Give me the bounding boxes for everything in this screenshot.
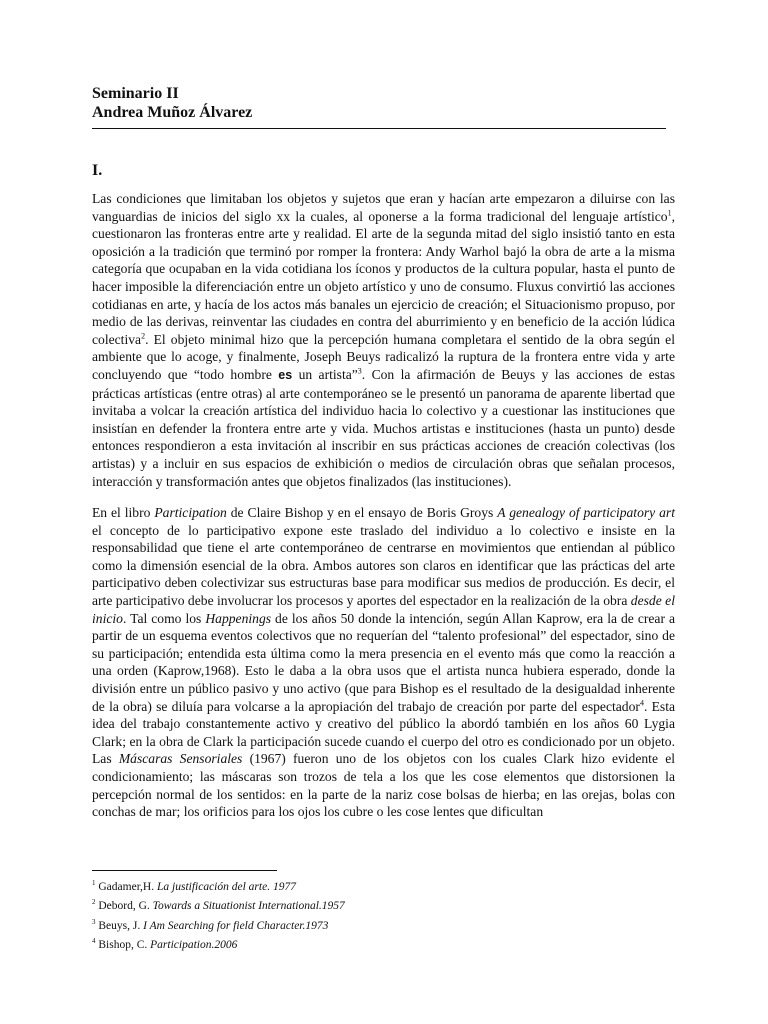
p2-text: . Tal como los (122, 610, 206, 626)
book-title: Participation (154, 505, 227, 521)
footnote-title: I Am Searching for field Character.1973 (143, 919, 329, 932)
p2-text: de Claire Bishop y en el ensayo de Boris Groys (226, 505, 498, 521)
footnote-text: Beuys, J. (95, 919, 144, 932)
emphasis-italic: desde el inicio (92, 593, 675, 626)
footnote-1 (92, 876, 652, 895)
footnote-ref-4: 4 (639, 698, 644, 708)
footnote-3 (92, 915, 652, 934)
p1-text: . El objeto minimal hizo que la percepción humana completara el sentido de la obra según el ambiente que lo acoge, y finalmente, Joseph Beuys radicalizó la ruptura de la frontera entre vida y arte concluyendo que “todo hombre (92, 331, 675, 382)
p1-text: . Con la afirmación de Beuys y las acciones de estas prácticas artísticas (entre otras) al arte contemporáneo se le presentó un panorama de aparente libertad que invitaba a volcar la creación artística del individuo hacia lo colectivo y a cuestionar las instituciones que insistían en defender la frontera entre arte y vida. Muchos artistas e instituciones (hasta un punto) desde entonces respondieron a esta invitación al inscribir en sus prácticas acciones de creación colectivas (los artistas) y a incluir en sus espacios de exhibición o medios de circulación obras que señalan procesos, interacción y transformación antes que objetos finalizados (las instituciones). (92, 366, 676, 489)
emphasis-italic: Máscaras Sensoriales (118, 751, 243, 767)
footnote-divider (92, 870, 277, 871)
footnote-number: 2 (92, 898, 96, 907)
footnote-number: 1 (92, 879, 96, 887)
p2-text: de los años 50 donde la intención, según Allan Kaprow, era la de crear a partir de un esquema eventos colectivos que no requerían del “talento profesional” del espectador, sino de su participación; entendida esta última como la mera presencia en el evento más que como la reacción a una orden (Kaprow,1968). Esto le daba a la obra usos que el artista nunca hubiera esperado, donde la división entre un público pasivo y uno activo (que para Bishop es el resultado de la desigualdad inherente de la obra) se diluía para volcarse a la apropiación del trabajo de creación por parte del espectador (92, 610, 676, 714)
footnote-4 (92, 934, 652, 953)
course-title: Seminario II (92, 85, 179, 102)
footnote-ref-2: 2 (141, 331, 146, 341)
footnote-ref-3: 3 (357, 366, 362, 376)
essay-title: A genealogy of participatory art (497, 505, 675, 521)
emphasis-bold: es (278, 367, 293, 382)
p2-text: . Esta idea del trabajo constantemente activo y creativo del público la abordó también en los años 60 Lygia Clark; en la obra de Clark la participación sucede cuando el cuerpo del otro es condicionado por un objeto. Las (92, 698, 675, 767)
emphasis-italic: Happenings (205, 610, 272, 626)
p2-text: En el libro (92, 505, 155, 521)
body-text (92, 190, 675, 835)
footnote-text: Gadamer,H. (95, 880, 157, 893)
footnote-title: Towards a Situationist International.1957 (152, 900, 345, 913)
paragraph-1 (92, 190, 675, 490)
paragraph-2 (92, 504, 675, 821)
footnotes (92, 876, 652, 954)
p2-text: (1967) fueron uno de los objetos con los cuales Clark hizo evidente el condicionamiento; las máscaras son trozos de tela a los que les cose elementos que distorsionen la percepción normal de los sentidos: en la parte de la nariz cose bolsas de hierba; en las orejas, bolas con conchas de mar; los orificios para los ojos los cubre o les cose lentes que dificultan (92, 751, 676, 820)
footnote-number: 4 (92, 937, 96, 946)
footnote-ref-1: 1 (667, 208, 672, 218)
footnote-title: La justificación del arte. 1977 (157, 880, 296, 893)
p1-text: , cuestionaron las fronteras entre arte y realidad. El arte de la segunda mitad del siglo insistió tanto en esta oposición a la tradición que terminó por romper la frontera: Andy Warhol bajó la obra de arte a la misma categoría que ocupaban en la vida cotidiana los íconos y productos de la cultura popular, hasta el punto de hacer imposible la diferenciación entre un objeto artístico y uno de consumo. Fluxus convirtió las acciones cotidianas en arte, y hacía de los actos más banales un ejercicio de creación; el Situacionismo propuso, por medio de las derivas, reinventar las ciudades en contra del aburrimiento y en beneficio de la acción lúdica colectiva (92, 208, 675, 347)
author-name: Andrea Muñoz Álvarez (92, 104, 253, 121)
p1-text: un artista” (292, 366, 358, 382)
footnote-text: Debord, G. (95, 900, 153, 913)
section-numeral: I. (92, 162, 103, 179)
footnote-2 (92, 895, 652, 914)
footnote-title: Participation.2006 (150, 939, 238, 952)
footnote-number: 3 (92, 917, 96, 926)
footnote-text: Bishop, C. (95, 939, 151, 952)
header-divider (92, 128, 666, 129)
p1-text: Las condiciones que limitaban los objetos y sujetos que eran y hacían arte empezaron a diluirse con las vanguardias de inicios del siglo xx la cuales, al oponerse a la forma tradicional del lenguaje artístico (92, 191, 675, 224)
document-header (92, 84, 682, 129)
p2-text: el concepto de lo participativo expone este traslado del individuo a lo colectivo e insiste en la responsabilidad que tiene el arte contemporáneo de centrarse en movimientos que entiendan al público como la dimensión esencial de la obra. Ambos autores son claros en identificar que las prácticas del arte participativo deben colectivizar sus estructuras base para modificar sus medios de producción. Es decir, el arte participativo debe involucrar los procesos y aportes del espectador en la realización de la obra (92, 522, 675, 609)
